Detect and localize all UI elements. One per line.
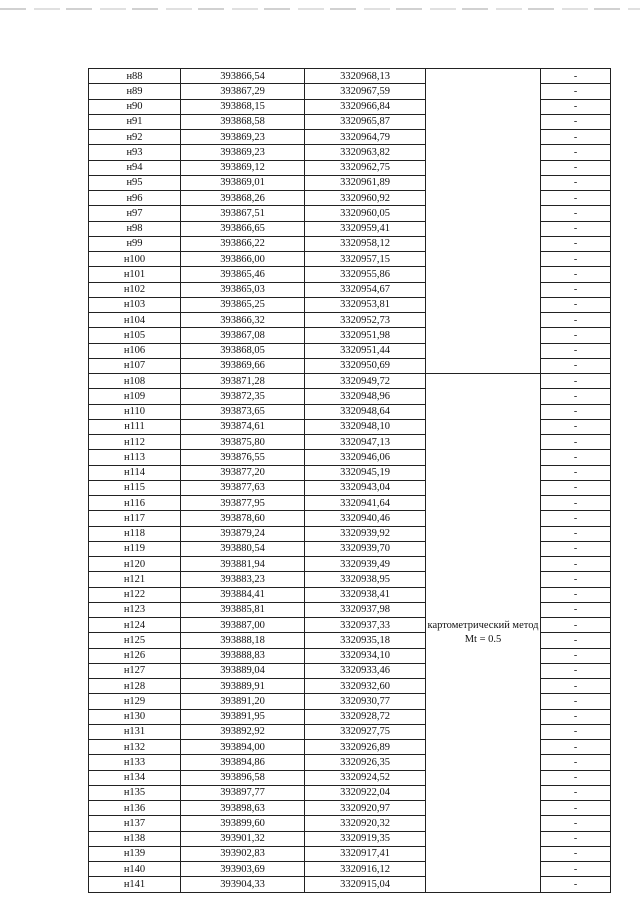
note-cell: - bbox=[541, 465, 611, 480]
y-coordinate-cell: 3320960,92 bbox=[305, 191, 426, 206]
point-id-cell: н91 bbox=[89, 114, 181, 129]
point-id-cell: н112 bbox=[89, 435, 181, 450]
y-coordinate-cell: 3320919,35 bbox=[305, 831, 426, 846]
x-coordinate-cell: 393868,15 bbox=[181, 99, 305, 114]
x-coordinate-cell: 393865,25 bbox=[181, 297, 305, 312]
y-coordinate-cell: 3320945,19 bbox=[305, 465, 426, 480]
y-coordinate-cell: 3320948,96 bbox=[305, 389, 426, 404]
x-coordinate-cell: 393894,86 bbox=[181, 755, 305, 770]
y-coordinate-cell: 3320915,04 bbox=[305, 877, 426, 892]
note-cell: - bbox=[541, 785, 611, 800]
note-cell: - bbox=[541, 267, 611, 282]
y-coordinate-cell: 3320962,75 bbox=[305, 160, 426, 175]
x-coordinate-cell: 393889,04 bbox=[181, 663, 305, 678]
y-coordinate-cell: 3320926,89 bbox=[305, 740, 426, 755]
point-id-cell: н96 bbox=[89, 191, 181, 206]
x-coordinate-cell: 393897,77 bbox=[181, 785, 305, 800]
point-id-cell: н114 bbox=[89, 465, 181, 480]
x-coordinate-cell: 393883,23 bbox=[181, 572, 305, 587]
y-coordinate-cell: 3320953,81 bbox=[305, 297, 426, 312]
y-coordinate-cell: 3320916,12 bbox=[305, 862, 426, 877]
point-id-cell: н99 bbox=[89, 236, 181, 251]
y-coordinate-cell: 3320940,46 bbox=[305, 511, 426, 526]
x-coordinate-cell: 393865,03 bbox=[181, 282, 305, 297]
note-cell: - bbox=[541, 801, 611, 816]
y-coordinate-cell: 3320954,67 bbox=[305, 282, 426, 297]
y-coordinate-cell: 3320960,05 bbox=[305, 206, 426, 221]
y-coordinate-cell: 3320957,15 bbox=[305, 252, 426, 267]
y-coordinate-cell: 3320922,04 bbox=[305, 785, 426, 800]
note-cell: - bbox=[541, 602, 611, 617]
point-id-cell: н129 bbox=[89, 694, 181, 709]
y-coordinate-cell: 3320961,89 bbox=[305, 175, 426, 190]
scan-artifact-line bbox=[0, 8, 640, 10]
y-coordinate-cell: 3320917,41 bbox=[305, 846, 426, 861]
point-id-cell: н136 bbox=[89, 801, 181, 816]
y-coordinate-cell: 3320947,13 bbox=[305, 435, 426, 450]
point-id-cell: н92 bbox=[89, 130, 181, 145]
point-id-cell: н102 bbox=[89, 282, 181, 297]
point-id-cell: н101 bbox=[89, 267, 181, 282]
x-coordinate-cell: 393869,66 bbox=[181, 358, 305, 373]
note-cell: - bbox=[541, 404, 611, 419]
y-coordinate-cell: 3320967,59 bbox=[305, 84, 426, 99]
point-id-cell: н93 bbox=[89, 145, 181, 160]
point-id-cell: н88 bbox=[89, 69, 181, 84]
x-coordinate-cell: 393891,95 bbox=[181, 709, 305, 724]
point-id-cell: н95 bbox=[89, 175, 181, 190]
note-cell: - bbox=[541, 511, 611, 526]
y-coordinate-cell: 3320941,64 bbox=[305, 496, 426, 511]
point-id-cell: н135 bbox=[89, 785, 181, 800]
point-id-cell: н109 bbox=[89, 389, 181, 404]
y-coordinate-cell: 3320935,18 bbox=[305, 633, 426, 648]
point-id-cell: н137 bbox=[89, 816, 181, 831]
x-coordinate-cell: 393888,83 bbox=[181, 648, 305, 663]
point-id-cell: н104 bbox=[89, 313, 181, 328]
point-id-cell: н119 bbox=[89, 541, 181, 556]
x-coordinate-cell: 393876,55 bbox=[181, 450, 305, 465]
x-coordinate-cell: 393867,29 bbox=[181, 84, 305, 99]
y-coordinate-cell: 3320939,49 bbox=[305, 557, 426, 572]
point-id-cell: н126 bbox=[89, 648, 181, 663]
y-coordinate-cell: 3320920,32 bbox=[305, 816, 426, 831]
y-coordinate-cell: 3320951,44 bbox=[305, 343, 426, 358]
x-coordinate-cell: 393881,94 bbox=[181, 557, 305, 572]
note-cell: - bbox=[541, 282, 611, 297]
y-coordinate-cell: 3320937,98 bbox=[305, 602, 426, 617]
x-coordinate-cell: 393869,12 bbox=[181, 160, 305, 175]
x-coordinate-cell: 393866,22 bbox=[181, 236, 305, 251]
point-id-cell: н103 bbox=[89, 297, 181, 312]
x-coordinate-cell: 393874,61 bbox=[181, 419, 305, 434]
point-id-cell: н117 bbox=[89, 511, 181, 526]
x-coordinate-cell: 393873,65 bbox=[181, 404, 305, 419]
x-coordinate-cell: 393896,58 bbox=[181, 770, 305, 785]
note-cell: - bbox=[541, 862, 611, 877]
note-cell: - bbox=[541, 221, 611, 236]
y-coordinate-cell: 3320943,04 bbox=[305, 480, 426, 495]
note-cell: - bbox=[541, 679, 611, 694]
note-cell: - bbox=[541, 877, 611, 892]
coordinates-table bbox=[88, 68, 611, 893]
point-id-cell: н118 bbox=[89, 526, 181, 541]
note-cell: - bbox=[541, 648, 611, 663]
note-cell: - bbox=[541, 557, 611, 572]
y-coordinate-cell: 3320926,35 bbox=[305, 755, 426, 770]
point-id-cell: н127 bbox=[89, 663, 181, 678]
point-id-cell: н94 bbox=[89, 160, 181, 175]
note-cell: - bbox=[541, 435, 611, 450]
y-coordinate-cell: 3320946,06 bbox=[305, 450, 426, 465]
point-id-cell: н133 bbox=[89, 755, 181, 770]
method-cell-empty bbox=[426, 69, 541, 374]
point-id-cell: н97 bbox=[89, 206, 181, 221]
y-coordinate-cell: 3320963,82 bbox=[305, 145, 426, 160]
x-coordinate-cell: 393867,51 bbox=[181, 206, 305, 221]
note-cell: - bbox=[541, 343, 611, 358]
note-cell: - bbox=[541, 145, 611, 160]
point-id-cell: н108 bbox=[89, 374, 181, 389]
x-coordinate-cell: 393878,60 bbox=[181, 511, 305, 526]
note-cell: - bbox=[541, 541, 611, 556]
x-coordinate-cell: 393865,46 bbox=[181, 267, 305, 282]
x-coordinate-cell: 393866,00 bbox=[181, 252, 305, 267]
y-coordinate-cell: 3320966,84 bbox=[305, 99, 426, 114]
note-cell: - bbox=[541, 252, 611, 267]
x-coordinate-cell: 393901,32 bbox=[181, 831, 305, 846]
table-row bbox=[89, 374, 611, 389]
note-cell: - bbox=[541, 618, 611, 633]
x-coordinate-cell: 393869,23 bbox=[181, 145, 305, 160]
point-id-cell: н141 bbox=[89, 877, 181, 892]
x-coordinate-cell: 393885,81 bbox=[181, 602, 305, 617]
point-id-cell: н140 bbox=[89, 862, 181, 877]
note-cell: - bbox=[541, 328, 611, 343]
note-cell: - bbox=[541, 694, 611, 709]
point-id-cell: н98 bbox=[89, 221, 181, 236]
y-coordinate-cell: 3320968,13 bbox=[305, 69, 426, 84]
point-id-cell: н89 bbox=[89, 84, 181, 99]
y-coordinate-cell: 3320948,64 bbox=[305, 404, 426, 419]
table-row bbox=[89, 69, 611, 84]
point-id-cell: н111 bbox=[89, 419, 181, 434]
note-cell: - bbox=[541, 374, 611, 389]
x-coordinate-cell: 393867,08 bbox=[181, 328, 305, 343]
point-id-cell: н130 bbox=[89, 709, 181, 724]
x-coordinate-cell: 393898,63 bbox=[181, 801, 305, 816]
x-coordinate-cell: 393899,60 bbox=[181, 816, 305, 831]
y-coordinate-cell: 3320934,10 bbox=[305, 648, 426, 663]
note-cell: - bbox=[541, 709, 611, 724]
point-id-cell: н132 bbox=[89, 740, 181, 755]
y-coordinate-cell: 3320959,41 bbox=[305, 221, 426, 236]
x-coordinate-cell: 393888,18 bbox=[181, 633, 305, 648]
x-coordinate-cell: 393868,26 bbox=[181, 191, 305, 206]
note-cell: - bbox=[541, 99, 611, 114]
y-coordinate-cell: 3320965,87 bbox=[305, 114, 426, 129]
y-coordinate-cell: 3320937,33 bbox=[305, 618, 426, 633]
note-cell: - bbox=[541, 633, 611, 648]
note-cell: - bbox=[541, 191, 611, 206]
x-coordinate-cell: 393880,54 bbox=[181, 541, 305, 556]
x-coordinate-cell: 393877,20 bbox=[181, 465, 305, 480]
x-coordinate-cell: 393891,20 bbox=[181, 694, 305, 709]
x-coordinate-cell: 393868,05 bbox=[181, 343, 305, 358]
point-id-cell: н106 bbox=[89, 343, 181, 358]
note-cell: - bbox=[541, 114, 611, 129]
y-coordinate-cell: 3320939,70 bbox=[305, 541, 426, 556]
method-cell: картометрический метод Mt = 0.5 bbox=[426, 374, 541, 893]
x-coordinate-cell: 393884,41 bbox=[181, 587, 305, 602]
note-cell: - bbox=[541, 206, 611, 221]
point-id-cell: н134 bbox=[89, 770, 181, 785]
y-coordinate-cell: 3320938,41 bbox=[305, 587, 426, 602]
point-id-cell: н120 bbox=[89, 557, 181, 572]
note-cell: - bbox=[541, 816, 611, 831]
x-coordinate-cell: 393879,24 bbox=[181, 526, 305, 541]
x-coordinate-cell: 393869,23 bbox=[181, 130, 305, 145]
note-cell: - bbox=[541, 236, 611, 251]
y-coordinate-cell: 3320939,92 bbox=[305, 526, 426, 541]
x-coordinate-cell: 393872,35 bbox=[181, 389, 305, 404]
point-id-cell: н138 bbox=[89, 831, 181, 846]
y-coordinate-cell: 3320924,52 bbox=[305, 770, 426, 785]
x-coordinate-cell: 393868,58 bbox=[181, 114, 305, 129]
x-coordinate-cell: 393877,63 bbox=[181, 480, 305, 495]
point-id-cell: н124 bbox=[89, 618, 181, 633]
note-cell: - bbox=[541, 297, 611, 312]
point-id-cell: н125 bbox=[89, 633, 181, 648]
y-coordinate-cell: 3320920,97 bbox=[305, 801, 426, 816]
y-coordinate-cell: 3320952,73 bbox=[305, 313, 426, 328]
y-coordinate-cell: 3320932,60 bbox=[305, 679, 426, 694]
point-id-cell: н107 bbox=[89, 358, 181, 373]
point-id-cell: н116 bbox=[89, 496, 181, 511]
point-id-cell: н139 bbox=[89, 846, 181, 861]
point-id-cell: н90 bbox=[89, 99, 181, 114]
note-cell: - bbox=[541, 389, 611, 404]
y-coordinate-cell: 3320950,69 bbox=[305, 358, 426, 373]
note-cell: - bbox=[541, 480, 611, 495]
note-cell: - bbox=[541, 740, 611, 755]
x-coordinate-cell: 393871,28 bbox=[181, 374, 305, 389]
x-coordinate-cell: 393902,83 bbox=[181, 846, 305, 861]
y-coordinate-cell: 3320948,10 bbox=[305, 419, 426, 434]
y-coordinate-cell: 3320949,72 bbox=[305, 374, 426, 389]
y-coordinate-cell: 3320951,98 bbox=[305, 328, 426, 343]
x-coordinate-cell: 393866,65 bbox=[181, 221, 305, 236]
y-coordinate-cell: 3320964,79 bbox=[305, 130, 426, 145]
note-cell: - bbox=[541, 358, 611, 373]
point-id-cell: н123 bbox=[89, 602, 181, 617]
x-coordinate-cell: 393904,33 bbox=[181, 877, 305, 892]
note-cell: - bbox=[541, 526, 611, 541]
note-cell: - bbox=[541, 313, 611, 328]
note-cell: - bbox=[541, 160, 611, 175]
x-coordinate-cell: 393866,32 bbox=[181, 313, 305, 328]
note-cell: - bbox=[541, 450, 611, 465]
point-id-cell: н100 bbox=[89, 252, 181, 267]
x-coordinate-cell: 393892,92 bbox=[181, 724, 305, 739]
x-coordinate-cell: 393877,95 bbox=[181, 496, 305, 511]
point-id-cell: н113 bbox=[89, 450, 181, 465]
y-coordinate-cell: 3320938,95 bbox=[305, 572, 426, 587]
note-cell: - bbox=[541, 496, 611, 511]
y-coordinate-cell: 3320930,77 bbox=[305, 694, 426, 709]
point-id-cell: н122 bbox=[89, 587, 181, 602]
x-coordinate-cell: 393866,54 bbox=[181, 69, 305, 84]
note-cell: - bbox=[541, 724, 611, 739]
x-coordinate-cell: 393903,69 bbox=[181, 862, 305, 877]
note-cell: - bbox=[541, 572, 611, 587]
note-cell: - bbox=[541, 175, 611, 190]
note-cell: - bbox=[541, 846, 611, 861]
note-cell: - bbox=[541, 587, 611, 602]
y-coordinate-cell: 3320927,75 bbox=[305, 724, 426, 739]
point-id-cell: н115 bbox=[89, 480, 181, 495]
note-cell: - bbox=[541, 831, 611, 846]
point-id-cell: н105 bbox=[89, 328, 181, 343]
coordinates-table-body bbox=[89, 69, 611, 893]
point-id-cell: н128 bbox=[89, 679, 181, 694]
note-cell: - bbox=[541, 69, 611, 84]
y-coordinate-cell: 3320958,12 bbox=[305, 236, 426, 251]
x-coordinate-cell: 393887,00 bbox=[181, 618, 305, 633]
note-cell: - bbox=[541, 419, 611, 434]
y-coordinate-cell: 3320955,86 bbox=[305, 267, 426, 282]
note-cell: - bbox=[541, 770, 611, 785]
note-cell: - bbox=[541, 84, 611, 99]
x-coordinate-cell: 393889,91 bbox=[181, 679, 305, 694]
point-id-cell: н131 bbox=[89, 724, 181, 739]
note-cell: - bbox=[541, 663, 611, 678]
x-coordinate-cell: 393875,80 bbox=[181, 435, 305, 450]
point-id-cell: н121 bbox=[89, 572, 181, 587]
x-coordinate-cell: 393869,01 bbox=[181, 175, 305, 190]
x-coordinate-cell: 393894,00 bbox=[181, 740, 305, 755]
note-cell: - bbox=[541, 130, 611, 145]
note-cell: - bbox=[541, 755, 611, 770]
y-coordinate-cell: 3320928,72 bbox=[305, 709, 426, 724]
point-id-cell: н110 bbox=[89, 404, 181, 419]
y-coordinate-cell: 3320933,46 bbox=[305, 663, 426, 678]
